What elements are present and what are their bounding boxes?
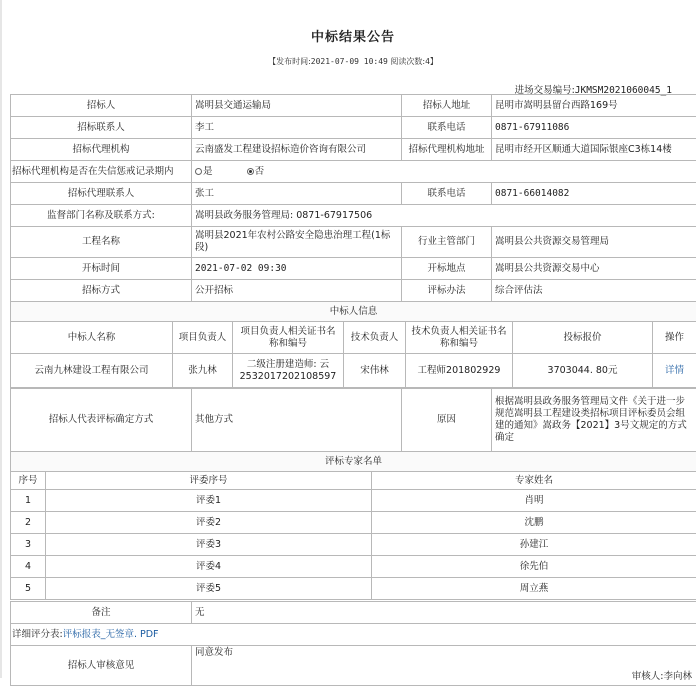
tenderer-label: 招标人 (11, 95, 192, 117)
winner-header-price: 投标报价 (513, 322, 653, 354)
winner-detail-cell (653, 354, 696, 388)
tenderer-phone-label: 联系电话 (402, 117, 492, 139)
attachment-cell (11, 624, 696, 646)
table-row (11, 578, 696, 600)
project-label: 工程名称 (11, 227, 192, 258)
meta-close: 】 (430, 57, 438, 66)
winner-header-pm-cert: 项目负责人相关证书名称和编号 (233, 322, 344, 354)
reviewer-name: 李向林 (663, 671, 692, 682)
review-value: 同意发布 (195, 647, 233, 658)
publish-label: 【发布时间: (268, 57, 311, 66)
expert-name: 徐先伯 (372, 556, 696, 578)
tenderer-value: 嵩明县交通运输局 (192, 95, 402, 117)
table-row (11, 452, 696, 472)
radio-yes-label: 是 (203, 166, 213, 177)
table-row (11, 205, 696, 227)
open-time-value: 2021-07-02 09:30 (192, 258, 402, 280)
attachment-link[interactable]: 评标报表_无签章. PDF (63, 629, 159, 640)
reviewer (632, 671, 692, 683)
radio-no-label: 否 (255, 166, 265, 177)
open-place-label: 开标地点 (402, 258, 492, 280)
winner-pm-cert: 二级注册建造师: 云2532017202108597 (233, 354, 344, 388)
table-row (11, 512, 696, 534)
eval-method-label: 评标办法 (402, 280, 492, 302)
agency-phone-label: 联系电话 (402, 183, 492, 205)
winner-header-tech-cert: 技术负责人相关证书名称和编号 (406, 322, 513, 354)
table-row (11, 183, 696, 205)
experts-header-no: 序号 (11, 472, 46, 490)
expert-no: 5 (11, 578, 46, 600)
detail-link[interactable]: 详情 (665, 365, 684, 376)
trade-ref-value: JKMSM2021060045_1 (575, 85, 672, 96)
table-row (11, 117, 696, 139)
agency-contact-value: 张工 (192, 183, 402, 205)
table-row (11, 280, 696, 302)
trade-ref-label: 进场交易编号: (515, 85, 575, 96)
expert-seq: 评委5 (46, 578, 372, 600)
experts-section-title: 评标专家名单 (11, 452, 696, 472)
publish-meta (10, 56, 696, 67)
expert-seq: 评委4 (46, 556, 372, 578)
table-row (11, 534, 696, 556)
expert-no: 1 (11, 490, 46, 512)
page-title: 中标结果公告 (10, 26, 696, 45)
expert-no: 3 (11, 534, 46, 556)
expert-no: 4 (11, 556, 46, 578)
agency-label: 招标代理机构 (11, 139, 192, 161)
table-row (11, 472, 696, 490)
winner-header-pm: 项目负责人 (173, 322, 233, 354)
project-value: 嵩明县2021年农村公路安全隐患治理工程(1标段) (192, 227, 402, 258)
method-value: 公开招标 (192, 280, 402, 302)
left-border (0, 0, 2, 678)
tenderer-addr-value: 昆明市嵩明县留台西路169号 (492, 95, 696, 117)
eval-method-value: 综合评估法 (492, 280, 696, 302)
footer-table (10, 601, 696, 686)
open-place-value: 嵩明县公共资源交易中心 (492, 258, 696, 280)
rep-label: 招标人代表评标确定方式 (11, 389, 192, 452)
views-label: 阅读次数: (390, 57, 425, 66)
expert-name: 周立燕 (372, 578, 696, 600)
review-cell (192, 646, 696, 686)
table-row (11, 227, 696, 258)
radio-no[interactable] (247, 168, 254, 175)
open-time-label: 开标时间 (11, 258, 192, 280)
agency-addr-label: 招标代理机构地址 (402, 139, 492, 161)
method-label: 招标方式 (11, 280, 192, 302)
remark-value: 无 (192, 602, 696, 624)
blacklist-options (192, 161, 696, 183)
table-row (11, 354, 696, 388)
table-row (11, 322, 696, 354)
rep-reason-value: 根据嵩明县政务服务管理局文件《关于进一步规范嵩明县工程建设类招标项目评标委员会组建的通知》嵩政务【2021】3号文规定的方式确定 (492, 389, 696, 452)
table-row (11, 302, 696, 322)
attachment-label: 详细评分表: (12, 629, 63, 640)
expert-seq: 评委1 (46, 490, 372, 512)
table-row (11, 646, 696, 686)
table-row (11, 556, 696, 578)
publish-time: 2021-07-09 10:49 (311, 57, 388, 66)
basic-info-table (10, 94, 696, 302)
experts-table (10, 451, 696, 600)
rep-value: 其他方式 (192, 389, 402, 452)
blacklist-label: 招标代理机构是否在失信惩戒记录期内 (11, 161, 192, 183)
views-count: 4 (425, 57, 430, 66)
tenderer-phone-value: 0871-67911086 (492, 117, 696, 139)
industry-value: 嵩明县公共资源交易管理局 (492, 227, 696, 258)
agency-addr-value: 昆明市经开区顺通大道国际银座C3栋14楼 (492, 139, 696, 161)
winner-tech-cert: 工程师201802929 (406, 354, 513, 388)
experts-header-seq: 评委序号 (46, 472, 372, 490)
agency-phone-value: 0871-66014082 (492, 183, 696, 205)
winner-header-action: 操作 (653, 322, 696, 354)
table-row (11, 490, 696, 512)
winner-table (10, 301, 696, 388)
expert-name: 孙建江 (372, 534, 696, 556)
remark-label: 备注 (11, 602, 192, 624)
table-row (11, 258, 696, 280)
table-row (11, 139, 696, 161)
radio-yes[interactable] (195, 168, 202, 175)
winner-header-tech: 技术负责人 (344, 322, 406, 354)
experts-header-name: 专家姓名 (372, 472, 696, 490)
expert-seq: 评委3 (46, 534, 372, 556)
agency-value: 云南盛发工程建设招标造价咨询有限公司 (192, 139, 402, 161)
winner-name: 云南九林建设工程有限公司 (11, 354, 173, 388)
expert-name: 肖明 (372, 490, 696, 512)
expert-seq: 评委2 (46, 512, 372, 534)
reviewer-label: 审核人: (632, 671, 664, 682)
tenderer-contact-value: 李工 (192, 117, 402, 139)
table-row (11, 95, 696, 117)
industry-label: 行业主管部门 (402, 227, 492, 258)
winner-pm: 张九林 (173, 354, 233, 388)
review-label: 招标人审核意见 (11, 646, 192, 686)
supervisor-label: 监督部门名称及联系方式: (11, 205, 192, 227)
rep-reason-label: 原因 (402, 389, 492, 452)
winner-tech: 宋伟林 (344, 354, 406, 388)
tenderer-addr-label: 招标人地址 (402, 95, 492, 117)
table-row (11, 161, 696, 183)
table-row (11, 389, 696, 452)
agency-contact-label: 招标代理联系人 (11, 183, 192, 205)
winner-section-title: 中标人信息 (11, 302, 696, 322)
expert-name: 沈鹏 (372, 512, 696, 534)
winner-price: 3703044. 80元 (513, 354, 653, 388)
table-row (11, 602, 696, 624)
expert-no: 2 (11, 512, 46, 534)
tenderer-contact-label: 招标联系人 (11, 117, 192, 139)
rep-table (10, 388, 696, 452)
supervisor-value: 嵩明县政务服务管理局: 0871-67917506 (192, 205, 696, 227)
winner-header-name: 中标人名称 (11, 322, 173, 354)
table-row (11, 624, 696, 646)
